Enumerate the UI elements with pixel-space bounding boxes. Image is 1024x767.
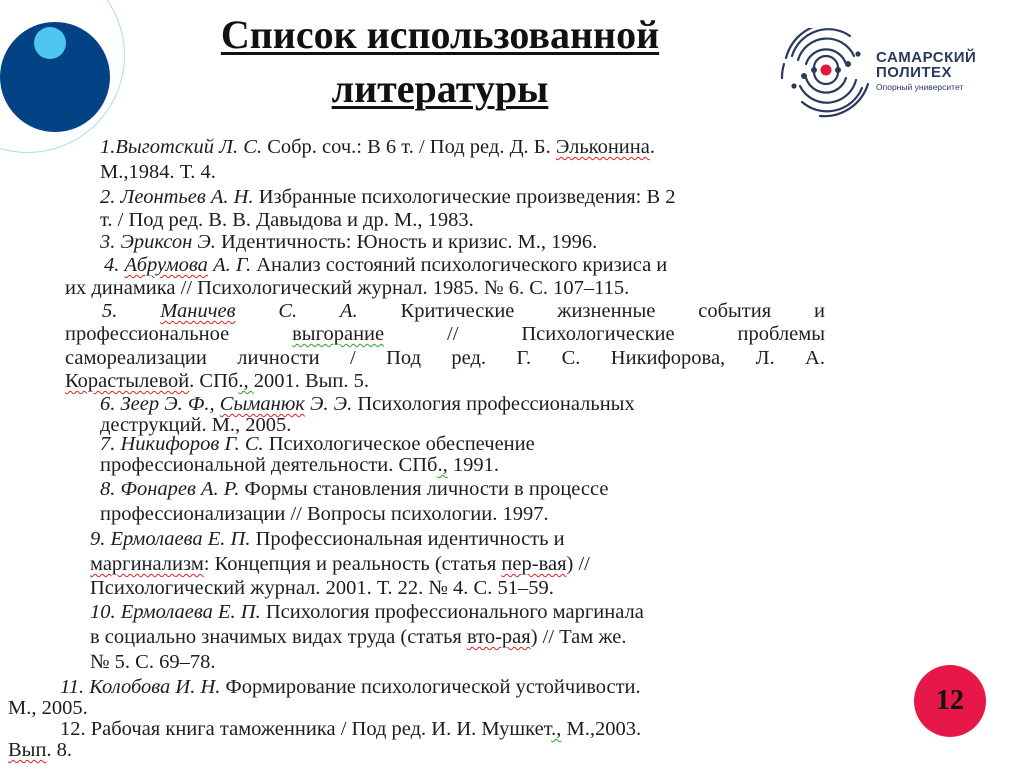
logo-name-line-2: ПОЛИТЕХ — [876, 64, 953, 81]
reference-2-line-1: 2. Леонтьев А. Н. Избранные психологические произведения: В 2 — [100, 186, 676, 208]
reference-5-author: Маничев — [160, 300, 236, 322]
reference-12-line-2: Вып. 8. — [8, 739, 73, 761]
title-line-2: литературы — [331, 66, 549, 111]
reference-3-author: 3. Эриксон Э. — [100, 231, 216, 253]
reference-8-line-1: 8. Фонарев А. Р. Формы становления личности в процессе — [100, 478, 609, 500]
title-line-1: Список использованной — [220, 12, 660, 57]
reference-1-line-2: М.,1984. Т. 4. — [100, 161, 216, 183]
reference-5-line-1: 5. Маничев С. А. Критические жизненные события и — [102, 300, 826, 322]
reference-9-author: 9. Ермолаева Е. П. — [90, 528, 251, 550]
reference-6-author: Сыманюк — [219, 393, 305, 415]
reference-4-author: Абрумова — [124, 254, 208, 276]
reference-7-line-2: профессиональной деятельности. СПб., 1991. — [100, 454, 499, 476]
reference-5-line-2: профессиональное выгорание // Психологические проблемы — [65, 323, 825, 345]
page-title — [170, 8, 710, 116]
reference-6-line-2: деструкций. М., 2005. — [100, 414, 292, 436]
reference-8-line-2: профессионализации // Вопросы психологии. 1997. — [100, 503, 549, 525]
reference-10-line-1: 10. Ермолаева Е. П. Психология профессионального маргинала — [90, 601, 644, 623]
decorative-circle-light-icon — [34, 27, 66, 59]
reference-4-line-1: 4. Абрумова А. Г. Анализ состояний психологического кризиса и — [104, 254, 668, 276]
reference-8-author: 8. Фонарев А. Р. — [100, 478, 240, 500]
reference-1-line-1: 1.Выготский Л. С. Собр. соч.: В 6 т. / Под ред. Д. Б. Эльконина. — [100, 136, 655, 158]
university-logo — [780, 28, 1000, 118]
reference-7-line-1: 7. Никифоров Г. С. Психологическое обеспечение — [100, 433, 535, 455]
reference-11-author: 11. Колобова И. Н. — [60, 676, 221, 698]
logo-subtitle: Опорный университет — [876, 82, 964, 92]
logo-name-line-1: САМАРСКИЙ — [876, 49, 977, 66]
radar-rings-icon — [780, 28, 876, 118]
reference-11-line-1: 11. Колобова И. Н. Формирование психологической устойчивости. — [60, 676, 641, 698]
reference-12-line-1: 12. Рабочая книга таможенника / Под ред. И. И. Мушкет., М.,2003. — [60, 718, 642, 740]
reference-4-line-2: их динамика // Психологический журнал. 1985. № 6. С. 107–115. — [65, 277, 630, 299]
reference-5-line-3: самореализации личности / Под ред. Г. С. Никифорова, Л. А. — [65, 347, 825, 369]
logo-text — [876, 50, 976, 92]
reference-10-line-2: в социально значимых видах труда (статья вто-рая) // Там же. — [90, 626, 627, 648]
reference-6-line-1: 6. Зеер Э. Ф., Сыманюк Э. Э. Психология профессиональных — [100, 393, 635, 415]
reference-7-author: 7. Никифоров Г. С. — [100, 433, 264, 455]
page-number-badge: 12 — [914, 665, 986, 737]
reference-2-author: 2. Леонтьев А. Н. — [100, 186, 254, 208]
reference-9-line-3: Психологический журнал. 2001. Т. 22. № 4. С. 51–59. — [90, 577, 554, 599]
reference-3-line-1: 3. Эриксон Э. Идентичность: Юность и кризис. М., 1996. — [100, 231, 598, 253]
reference-9-line-1: 9. Ермолаева Е. П. Профессиональная идентичность и — [90, 528, 565, 550]
reference-5-line-4: Корастылевой. СПб., 2001. Вып. 5. — [65, 370, 370, 392]
reference-2-line-2: т. / Под ред. В. В. Давыдова и др. М., 1983. — [100, 209, 474, 231]
reference-10-author: 10. Ермолаева Е. П. — [90, 601, 261, 623]
reference-10-line-3: № 5. С. 69–78. — [90, 651, 216, 673]
reference-1-author: 1.Выготский Л. С. — [100, 136, 263, 158]
reference-9-line-2: маргинализм: Концепция и реальность (статья пер-вая) // — [90, 553, 590, 575]
reference-11-line-2: М., 2005. — [8, 697, 88, 719]
